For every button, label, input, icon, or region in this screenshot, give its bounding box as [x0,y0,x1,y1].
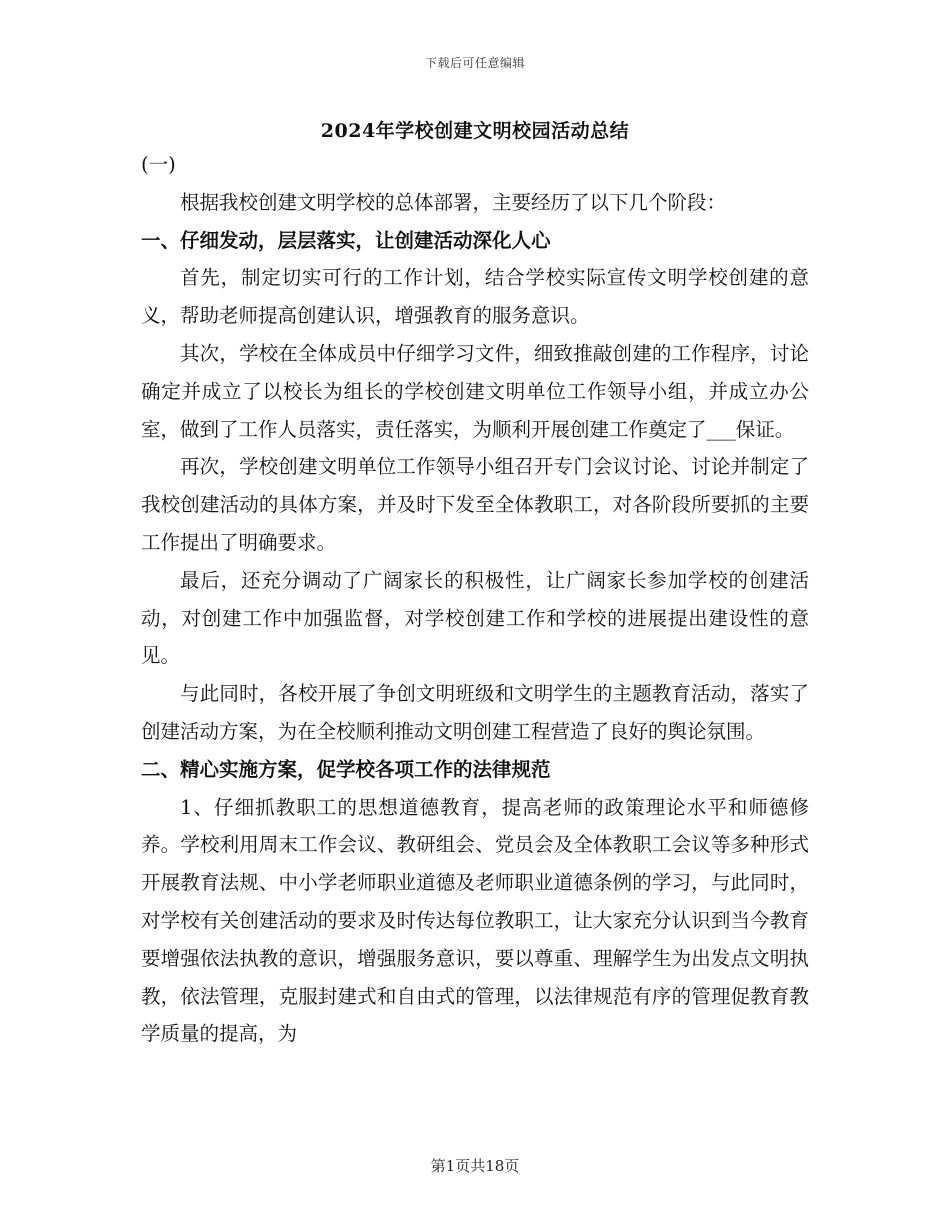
section-heading-2: 二、精心实施方案，促学校各项工作的法律规范 [141,757,551,781]
section-heading-1: 一、仔细发动，层层落实，让创建活动深化人心 [141,228,551,252]
paragraph-1: 首先，制定切实可行的工作计划，结合学校实际宣传文明学校创建的意义，帮助老师提高创建认识，增强教育的服务意识。 [141,266,809,328]
paragraph-5: 与此同时，各校开展了争创文明班级和文明学生的主题教育活动，落实了创建活动方案，为在全校顺利推动文明创建工程营造了良好的舆论氛围。 [141,682,809,743]
paragraph-4: 最后，还充分调动了广阔家长的积极性，让广阔家长参加学校的创建活动，对创建工作中加强监督，对学校创建工作和学校的进展提出建设性的意见。 [141,568,809,668]
page-number-footer: 第1页共18页 [430,1157,520,1175]
paragraph-3: 再次，学校创建文明单位工作领导小组召开专门会议讨论、讨论并制定了我校创建活动的具体方案，并及时下发至全体教职工，对各阶段所要抓的主要工作提出了明确要求。 [141,455,809,554]
header-note: 下载后可任意编辑 [424,56,525,70]
document-body [141,146,809,1053]
paragraph-6: 1、仔细抓教职工的思想道德教育，提高老师的政策理论水平和师德修养。学校利用周末工作会议、教研组会、党员会及全体教职工会议等多种形式开展教育法规、中小学老师职业道德及老师职业道德条例的学习，与此同时，对学校有关创建活动的要求及时传达每位教职工，让大家充分认识到当今教育要增强依法执教的意识，增强服务意识，要以尊重、理解学生为出发点文明执教，依法管理，克服封建式和自由式的管理，以法律规范有序的管理促教育教学质量的提高，为 [141,795,809,1046]
intro-paragraph: 根据我校创建文明学校的总体部署，主要经历了以下几个阶段： [180,190,727,214]
section-number: (一) [141,153,176,176]
paragraph-2: 其次，学校在全体成员中仔细学习文件，细致推敲创建的工作程序，讨论确定并成立了以校长为组长的学校创建文明单位工作领导小组，并成立办公室，做到了工作人员落实，责任落实，为顺利开展创建工作奠定了___保证。 [141,341,809,441]
document-title: 2024年学校创建文明校园活动总结 [320,120,630,142]
